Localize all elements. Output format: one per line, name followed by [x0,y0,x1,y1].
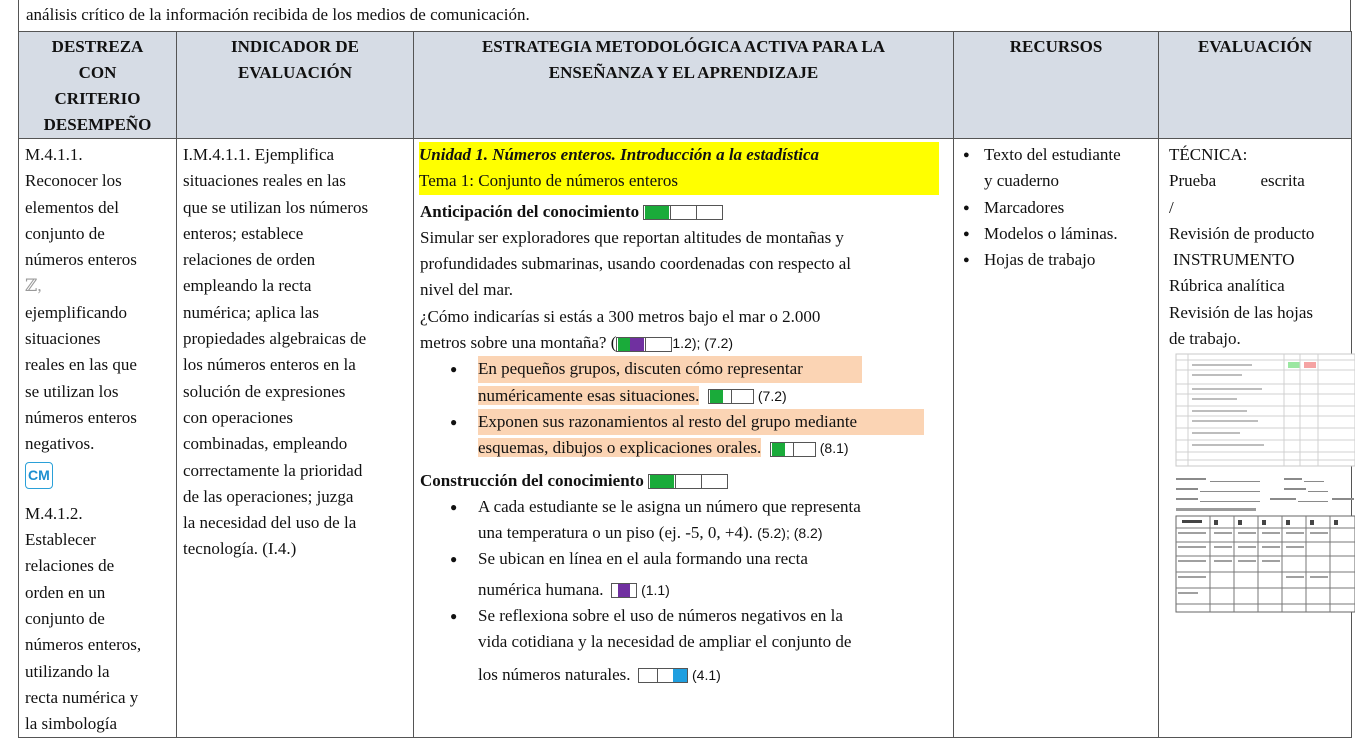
header-indicador-line: INDICADOR DE [231,37,359,56]
indicador-line: con operaciones [183,407,293,427]
header-destreza-line: CRITERIO [54,89,141,108]
anticipacion-heading [420,199,947,225]
progress-bar-icon [708,389,754,404]
anticipacion-title: Anticipación del conocimiento [420,201,640,221]
bullet-text: vida cotidiana y la necesidad de ampliar el conjunto de [478,632,852,652]
top-text: análisis crítico de la información recibida de los medios de comunicación. [18,0,1351,31]
destreza-line: situaciones [25,329,101,349]
indicador-line: solución de expresiones [183,381,346,401]
destreza-cell [19,139,177,738]
header-row [19,32,1352,139]
indicador-line: de las operaciones; juzga [183,486,354,506]
list-item [478,356,947,409]
tecnica-label: TÉCNICA: [1169,145,1248,164]
bullet-text: En pequeños grupos, discuten cómo representar [478,356,862,382]
indicador-line: tecnología. (I.4.) [183,539,297,559]
eval-line: Revisión de las hojas [1169,302,1314,322]
header-estrategia-line: ENSEÑANZA Y EL APRENDIZAJE [548,63,819,82]
bullet-text: Exponen sus razonamientos al resto del grupo mediante [478,409,924,435]
bullet-code: (7.2) [757,387,787,404]
progress-bar-icon [638,668,688,683]
bullet-text: una temperatura o un piso (ej. -5, 0, +4). [478,523,753,543]
planning-table [18,31,1352,738]
construccion-heading [420,468,947,494]
destreza2-line: orden en un [25,582,106,602]
indicador-line: los números enteros en la [183,355,356,375]
indicador-line: propiedades algebraicas de [183,329,367,349]
recursos-cell [954,139,1159,738]
list-item [984,221,1152,247]
eval-line: Revisión de producto [1169,223,1315,243]
progress-bar-icon [616,337,672,352]
anticipacion-line: Simular ser exploradores que reportan altitudes de montañas y [420,227,844,247]
construccion-bullets [420,494,947,688]
header-indicador [177,32,414,139]
indicador-line: empleando la recta [183,276,312,296]
anticipacion-line: ¿Cómo indicarías si estás a 300 metros bajo el mar o 2.000 [420,306,821,326]
header-destreza-line: DESEMPEÑO [43,115,152,134]
list-item [984,247,1152,273]
header-destreza-line: DESTREZA [51,37,144,56]
anticipacion-text: metros sobre una montaña? ( [420,333,617,353]
destreza-line: negativos. [25,434,95,454]
header-estrategia [414,32,954,139]
bullet-code: (1.1) [641,581,670,598]
bullet-text: numérica humana. [478,579,604,599]
list-item [478,603,947,688]
recurso-text: y cuaderno [984,171,1060,191]
destreza-line: reales en las que [25,355,137,375]
construccion-title: Construcción del conocimiento [420,470,644,490]
unidad-title: Unidad 1. Números enteros. Introducción a la estadística [419,145,820,164]
indicador-line: correctamente la prioridad [183,460,363,480]
destreza-line: ejemplificando [25,302,127,322]
unidad-block [419,142,939,195]
header-estrategia-line: ESTRATEGIA METODOLÓGICA ACTIVA PARA LA [481,37,886,56]
bullet-code: (5.2); (8.2) [757,525,823,542]
bullet-text: ● Se ubican en línea en el aula formando una recta [478,549,808,569]
bullet-text: los números naturales. [478,664,631,684]
destreza2-line: utilizando la [25,661,110,681]
destreza-line: se utilizan los [25,381,119,401]
list-item [478,409,947,462]
list-item [478,494,947,547]
header-evaluacion: EVALUACIÓN [1159,32,1352,139]
indicador-line: relaciones de orden [183,250,316,270]
destreza2-line: relaciones de [25,556,115,576]
content-row [19,139,1352,738]
bullet-code: (4.1) [692,666,721,683]
anticipacion-bullets [420,356,947,461]
destreza2-line: M.4.1.2. [25,503,83,523]
indicador-line: situaciones reales en las [183,171,346,191]
header-destreza-line: CON [78,63,117,82]
destreza2-line: números enteros, [25,635,142,655]
eval-line: Rúbrica analítica [1169,276,1285,296]
eval-line [1169,168,1346,221]
indicador-line: enteros; establece [183,223,304,243]
destreza-line: ℤ, [25,276,42,296]
estrategia-cell [414,139,954,738]
eval-line: de trabajo. [1169,329,1241,349]
recurso-text: ● Modelos o láminas. [984,223,1118,243]
eval-text: Prueba escrita / [1169,171,1305,217]
indicador-line: numérica; aplica las [183,302,319,322]
anticipacion-line: nivel del mar. [420,280,514,300]
progress-bar-icon [770,442,816,457]
progress-bar-icon [611,583,637,598]
instrumento-label: INSTRUMENTO [1173,250,1295,270]
header-recursos: RECURSOS [954,32,1159,139]
destreza2-line: recta numérica y [25,687,139,707]
tema-title: Tema 1: Conjunto de números enteros [419,171,678,191]
destreza-line: números enteros [25,250,137,270]
list-item [984,195,1152,221]
destreza-line: elementos del [25,197,119,217]
indicador-line: combinadas, empleando [183,434,348,454]
bullet-text: esquemas, dibujos o explicaciones orales. [478,438,762,458]
bullet-code: (8.1) [819,440,849,457]
recurso-text: ● Texto del estudiante [984,145,1121,164]
destreza-line: M.4.1.1. [25,145,83,164]
indicador-line: la necesidad del uso de la [183,513,357,533]
bullet-text: numéricamente esas situaciones. [478,385,700,405]
progress-bar-icon [643,205,723,220]
destreza-line: Reconocer los [25,171,122,191]
header-destreza [19,32,177,139]
indicador-line: I.M.4.1.1. Ejemplifica [183,145,335,164]
destreza2-line: conjunto de [25,609,105,629]
destreza2-line: Establecer [25,530,96,550]
list-item [984,142,1152,195]
recurso-text: ● Hojas de trabajo [984,250,1096,270]
list-item [478,546,947,603]
rubric-thumbnail-image [1170,350,1355,616]
anticipacion-line-last [420,330,947,356]
cm-icon [25,462,53,489]
destreza-line: números enteros [25,407,137,427]
bullet-text: ● Se reflexiona sobre el uso de números negativos en la [478,606,843,626]
anticipacion-codes: 1.2); (7.2) [672,335,734,352]
cm-icon-label: CM [28,466,50,483]
progress-bar-icon [648,474,728,489]
destreza-line: conjunto de [25,223,105,243]
destreza2-line: la simbología [25,714,118,734]
indicador-cell [177,139,414,738]
anticipacion-line: profundidades submarinas, usando coordenadas con respecto al [420,254,852,274]
bullet-text: ● A cada estudiante se le asigna un número que representa [478,496,861,516]
indicador-line: que se utilizan los números [183,197,369,217]
header-indicador-line: EVALUACIÓN [238,63,352,82]
recursos-list [960,142,1152,273]
recurso-text: ● Marcadores [984,197,1065,217]
